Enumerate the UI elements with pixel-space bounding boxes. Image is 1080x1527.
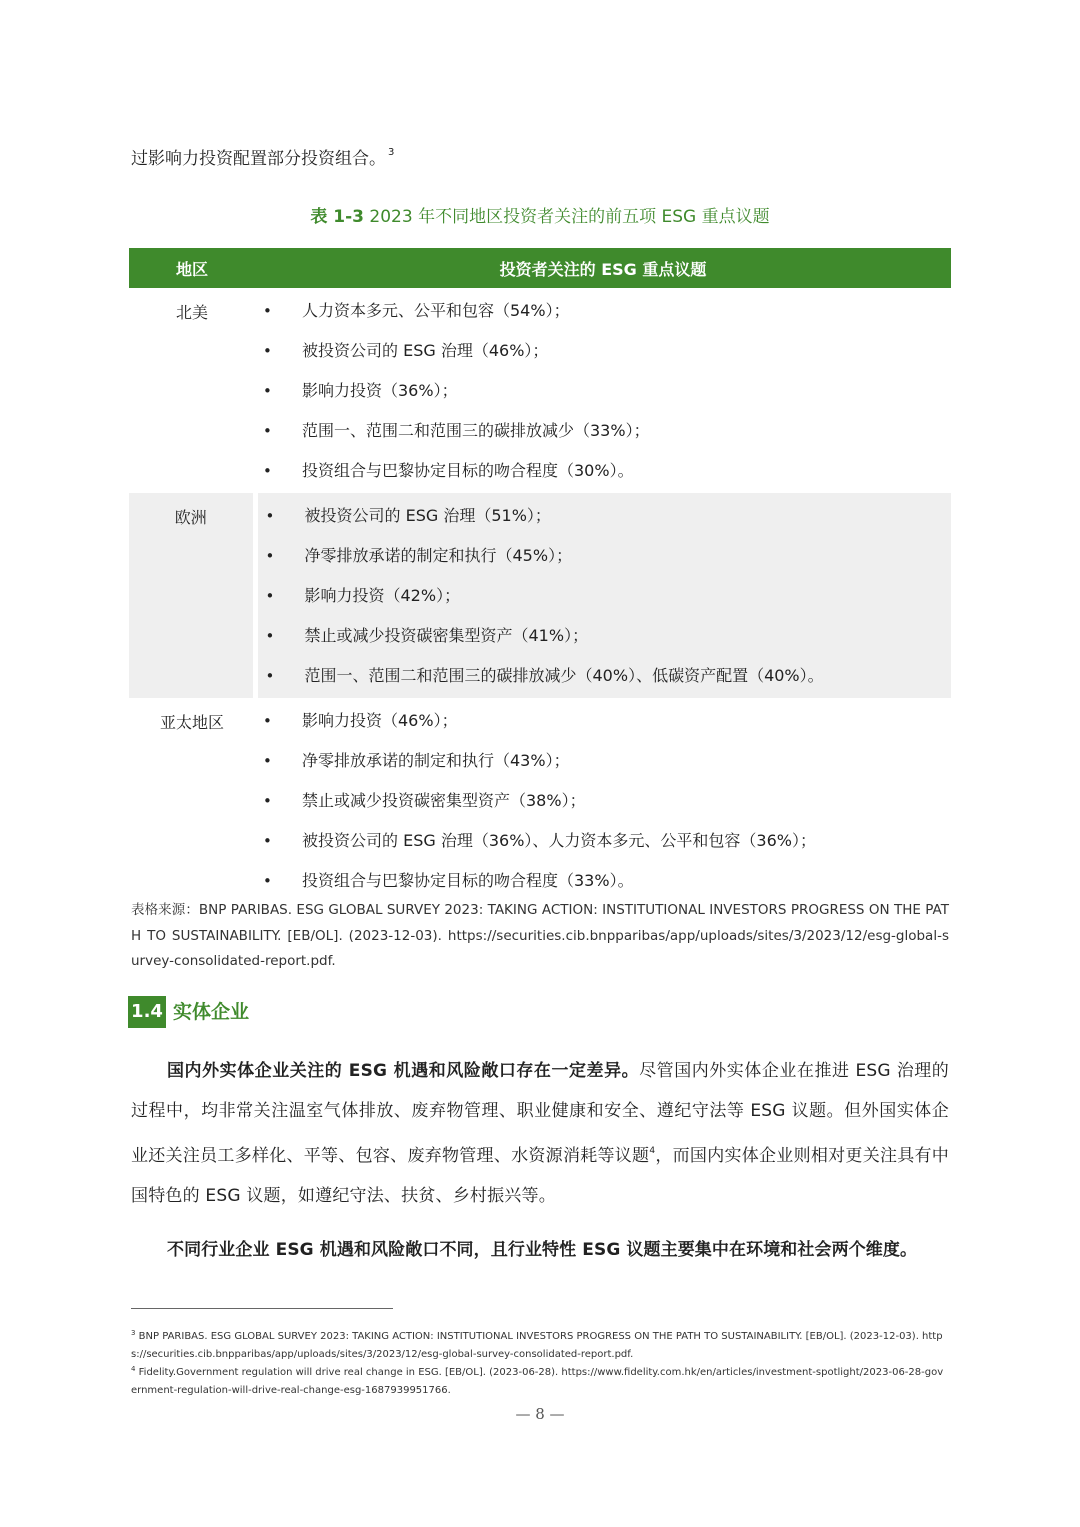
list-item: • 净零排放承诺的制定和执行（45%）； xyxy=(258,536,952,576)
page-number: — 8 — xyxy=(515,1405,565,1423)
list-item: • 禁止或减少投资碳密集型资产（38%）； xyxy=(255,781,951,821)
table-caption xyxy=(0,202,1080,227)
table-row-europe xyxy=(129,493,951,698)
list-item: • 投资组合与巴黎协定目标的吻合程度（33%）。 xyxy=(255,861,951,901)
table-row-asia-pacific xyxy=(129,698,951,903)
list-item: • 被投资公司的 ESG 治理（36%）、人力资本多元、公平和包容（36%）； xyxy=(255,821,951,861)
table-source: 表格来源：BNP PARIBAS. ESG GLOBAL SURVEY 2023: TAKING ACTION: INSTITUTIONAL INVESTORS PROGRESS ON THE PATH TO SUSTAINABILITY. [EB/OL]. (2023-12-03). https://securities.cib.bnpparibas/app/uploads/sites/3/2023/12/esg-global-survey-consolidated-report.pdf. xyxy=(131,902,949,969)
footnote-ref-3[interactable]: 3 xyxy=(388,147,395,158)
paragraph-1 xyxy=(131,1051,949,1216)
footnote-3 xyxy=(131,1324,949,1364)
paragraph-1-body: 尽管国内外实体企业在推进 ESG 治理的过程中，均非常关注温室气体排放、废弃物管理、职业健康和安全、遵纪守法等 ESG 议题。但外国实体企业还关注员工多样化、平等、包容、废弃物管理、水资源消耗等议题 xyxy=(131,1061,949,1166)
section-title: 实体企业 xyxy=(173,1001,250,1023)
header-issues: 投资者关注的 ESG 重点议题 xyxy=(255,248,951,288)
issues-cell xyxy=(255,493,951,698)
paragraph-2: 不同行业企业 ESG 机遇和风险敞口不同，且行业特性 ESG 议题主要集中在环境和社会两个维度。 xyxy=(167,1240,918,1260)
region-cell: 北美 xyxy=(175,303,208,322)
list-item: • 影响力投资（42%）； xyxy=(258,576,952,616)
intro-text: 过影响力投资配置部分投资组合。 xyxy=(131,149,386,169)
footnote-ref-4[interactable]: 4 xyxy=(649,1146,656,1156)
footnote-number: 4 xyxy=(131,1365,136,1373)
footnote-text: BNP PARIBAS. ESG GLOBAL SURVEY 2023: TAKING ACTION: INSTITUTIONAL INVESTORS PROGRESS ON THE PATH TO SUSTAINABILITY. [EB/OL]. (2023-12-03). https://securities.cib.bnpparibas/app/uploads/sites/3/2023/12/esg-global-survey-consolidated-report.pdf. xyxy=(131,1331,943,1360)
paragraph-1-tail: ，而国内实体企业则相对更关注具有中国特色的 ESG 议题，如遵纪守法、扶贫、乡村振兴等。 xyxy=(131,1146,950,1206)
issues-cell xyxy=(255,698,951,903)
footnote-text: Fidelity.Government regulation will drive real change in ESG. [EB/OL]. (2023-06-28). https://www.fidelity.com.hk/en/articles/investment-spotlight/2023-06-28-government-regulation-will-drive-real-change-esg-1687939951766. xyxy=(131,1367,944,1396)
section-number-badge: 1.4 xyxy=(128,996,166,1028)
table-row-north-america xyxy=(129,288,951,493)
list-item: • 禁止或减少投资碳密集型资产（41%）； xyxy=(258,616,952,656)
footnote-number: 3 xyxy=(131,1329,136,1337)
list-item: • 被投资公司的 ESG 治理（51%）； xyxy=(258,496,952,536)
list-item: • 范围一、范围二和范围三的碳排放减少（40%）、低碳资产配置（40%）。 xyxy=(258,656,952,696)
list-item: • 净零排放承诺的制定和执行（43%）； xyxy=(255,741,951,781)
region-cell: 欧洲 xyxy=(129,493,255,698)
list-item: • 范围一、范围二和范围三的碳排放减少（33%）； xyxy=(255,411,951,451)
intro-line xyxy=(131,144,394,169)
esg-issues-table xyxy=(129,248,951,903)
list-item: • 投资组合与巴黎协定目标的吻合程度（30%）。 xyxy=(255,451,951,491)
list-item: • 人力资本多元、公平和包容（54%）； xyxy=(255,291,951,331)
footnote-divider xyxy=(131,1308,393,1309)
footnote-4 xyxy=(131,1360,949,1400)
table-header-row xyxy=(129,248,951,288)
list-item: • 被投资公司的 ESG 治理（46%）； xyxy=(255,331,951,371)
list-item: • 影响力投资（36%）； xyxy=(255,371,951,411)
issues-cell xyxy=(255,288,951,493)
header-region: 地区 xyxy=(129,248,255,288)
caption-text: 2023 年不同地区投资者关注的前五项 ESG 重点议题 xyxy=(364,207,770,227)
list-item: • 影响力投资（46%）； xyxy=(255,701,951,741)
caption-label: 表 1-3 xyxy=(310,207,365,227)
paragraph-1-lead: 国内外实体企业关注的 ESG 机遇和风险敞口存在一定差异。 xyxy=(167,1061,640,1081)
region-cell: 亚太地区 xyxy=(159,713,224,732)
